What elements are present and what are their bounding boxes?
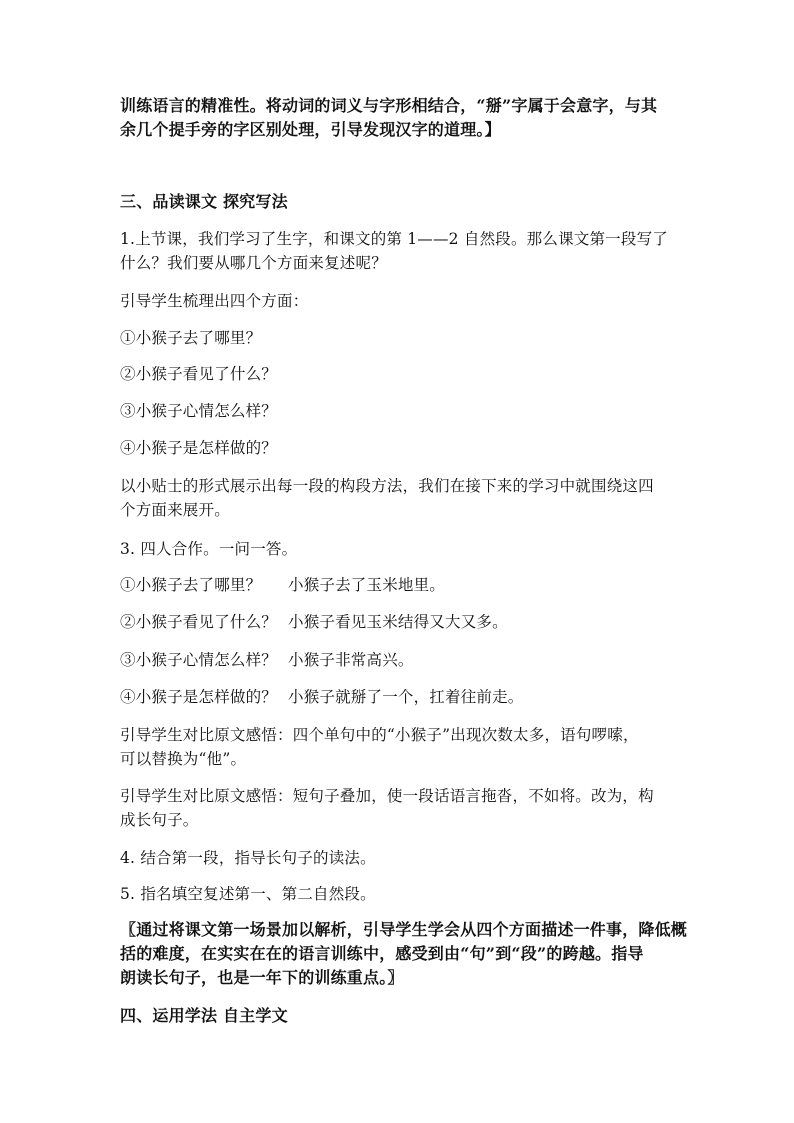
paragraph-line: 引导学生对比原文感悟：四个单句中的“小猴子”出现次数太多，语句啰嗦，	[120, 726, 639, 744]
qa-answer: 小猴子就掰了一个，扛着往前走。	[288, 688, 524, 706]
bottom-note-line: 朗读长句子，也是一年下的训练重点。〗	[120, 968, 404, 987]
bottom-note-line: 〖通过将课文第一场景加以解析，引导学生学会从四个方面描述一件事，降低概	[120, 920, 688, 939]
qa-answer: 小猴子非常高兴。	[288, 651, 414, 669]
qa-question: ④小猴子是怎样做的？	[120, 688, 278, 706]
qa-question: ②小猴子看见了什么？	[120, 613, 278, 631]
paragraph-line: 1.上节课，我们学习了生字，和课文的第 1——2 自然段。那么课文第一段写了	[120, 230, 668, 248]
paragraph-line: 成长句子。	[120, 811, 199, 829]
paragraph-four-aspects: 引导学生梳理出四个方面：	[120, 292, 309, 310]
paragraph-line: 引导学生对比原文感悟：短句子叠加，使一段话语言拖沓，不如将。改为，构	[120, 787, 654, 805]
paragraph-long-sentence: 4. 结合第一段，指导长句子的读法。	[120, 849, 376, 867]
qa-row	[120, 610, 680, 634]
paragraph-review-question	[120, 227, 680, 275]
question-item: ②小猴子看见了什么？	[120, 365, 278, 383]
paragraph-line: 个方面来展开。	[120, 501, 230, 519]
paragraph-retell: 5. 指名填空复述第一、第二自然段。	[120, 885, 376, 903]
paragraph-line: 可以替换为“他”。	[120, 750, 247, 768]
section-4-heading: 四、运用学法 自主学文	[120, 1006, 288, 1025]
question-item: ④小猴子是怎样做的？	[120, 439, 278, 457]
paragraph-tips	[120, 474, 680, 522]
qa-row	[120, 573, 680, 597]
paragraph-compare-2	[120, 784, 680, 832]
top-note-line: 余几个提手旁的字区别处理，引导发现汉字的道理。】	[120, 120, 501, 139]
paragraph-line: 以小贴士的形式展示出每一段的构段方法，我们在接下来的学习中就围绕这四	[120, 477, 654, 495]
paragraph-line: 什么？我们要从哪几个方面来复述呢？	[120, 254, 387, 272]
paragraph-compare-1	[120, 723, 680, 771]
top-note-line: 训练语言的精准性。将动词的词义与字形相结合，“掰”字属于会意字，与其	[120, 96, 658, 115]
top-note	[120, 94, 680, 142]
question-item: ③小猴子心情怎么样？	[120, 402, 278, 420]
qa-question: ①小猴子去了哪里？	[120, 576, 262, 594]
qa-row	[120, 648, 680, 672]
question-item: ①小猴子去了哪里？	[120, 329, 262, 347]
qa-row	[120, 685, 680, 709]
qa-answer: 小猴子去了玉米地里。	[288, 576, 446, 594]
bottom-note-line: 括的难度，在实实在在的语言训练中，感受到由“句”到“段”的跨越。指导	[120, 944, 644, 963]
qa-answer: 小猴子看见玉米结得又大又多。	[288, 613, 508, 631]
section-3-heading: 三、品读课文 探究写法	[120, 192, 288, 211]
qa-question: ③小猴子心情怎么样？	[120, 651, 278, 669]
bottom-note	[120, 918, 688, 990]
paragraph-group-work: 3. 四人合作。一问一答。	[120, 540, 298, 558]
